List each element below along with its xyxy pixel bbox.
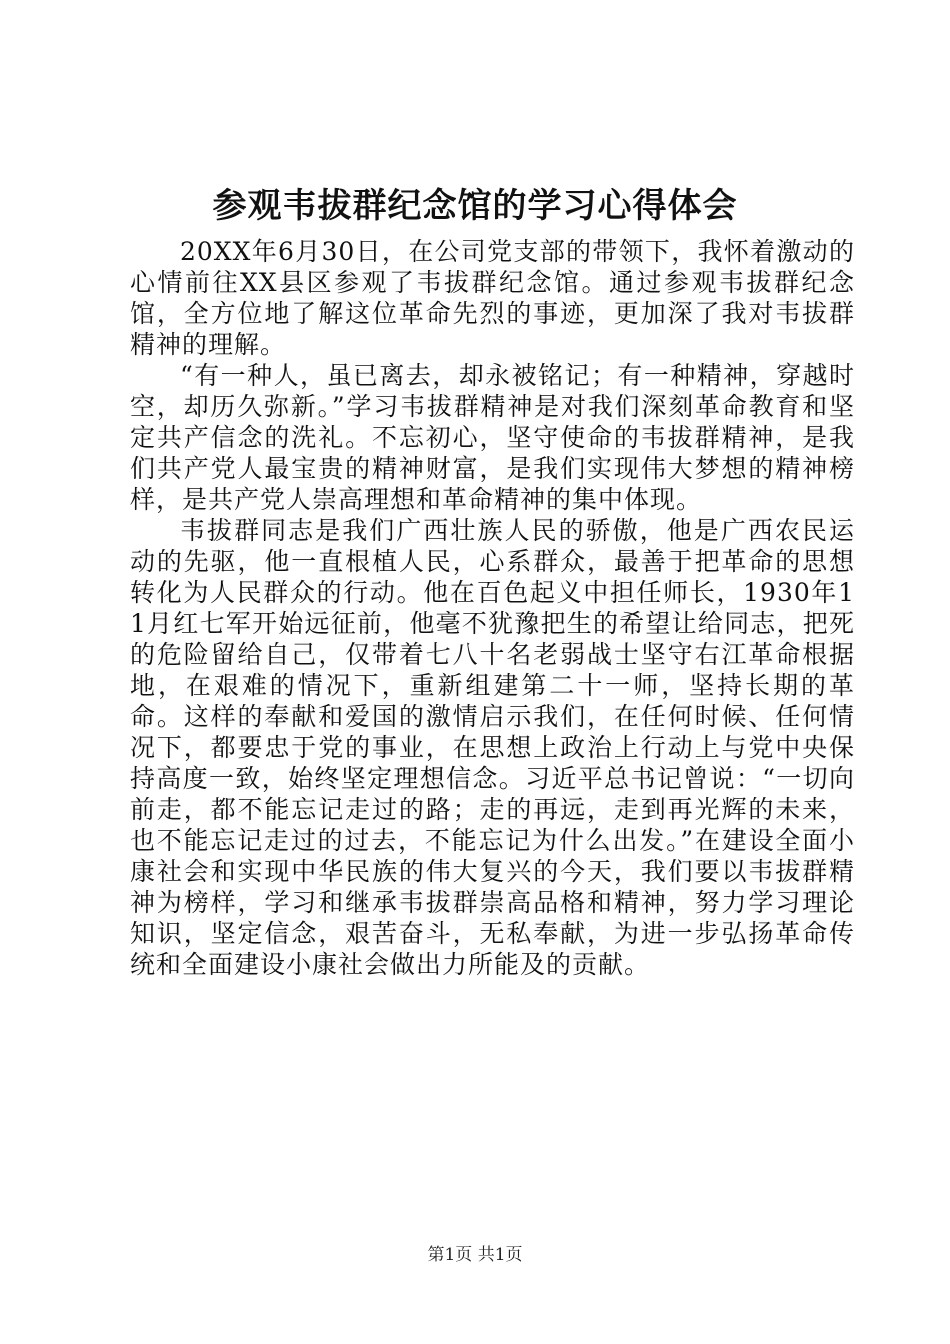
page-number-footer: 第1页 共1页 (427, 1245, 523, 1265)
document-body (130, 236, 855, 980)
paragraph-2: “有一种人，虽已离去，却永被铭记；有一种精神，穿越时空，却历久弥新。”学习韦拔群精神是对我们深刻革命教育和坚定共产信念的洗礼。不忘初心，坚守使命的韦拔群精神，是我们共产党人最宝贵的精神财富，是我们实现伟大梦想的精神榜样，是共产党人崇高理想和革命精神的集中体现。 (130, 361, 855, 514)
paragraph-3: 韦拔群同志是我们广西壮族人民的骄傲，他是广西农民运动的先驱，他一直根植人民，心系群众，最善于把革命的思想转化为人民群众的行动。他在百色起义中担任师长，1930年11月红七军开始远征前，他毫不犹豫把生的希望让给同志，把死的危险留给自己，仅带着七八十名老弱战士坚守右江革命根据地，在艰难的情况下，重新组建第二十一师，坚持长期的革命。这样的奉献和爱国的激情启示我们，在任何时候、任何情况下，都要忠于党的事业，在思想上政治上行动上与党中央保持高度一致，始终坚定理想信念。习近平总书记曾说：“一切向前走，都不能忘记走过的路；走的再远，走到再光辉的未来，也不能忘记走过的过去，不能忘记为什么出发。”在建设全面小康社会和实现中华民族的伟大复兴的今天，我们要以韦拔群精神为榜样，学习和继承韦拔群崇高品格和精神，努力学习理论知识，坚定信念，艰苦奋斗，无私奉献，为进一步弘扬革命传统和全面建设小康社会做出力所能及的贡献。 (130, 516, 855, 979)
paragraph-1: 20XX年6月30日，在公司党支部的带领下，我怀着激动的心情前往XX县区参观了韦拔群纪念馆。通过参观韦拔群纪念馆，全方位地了解这位革命先烈的事迹，更加深了我对韦拔群精神的理解。 (130, 237, 855, 359)
document-title: 参观韦拔群纪念馆的学习心得体会 (212, 186, 738, 226)
